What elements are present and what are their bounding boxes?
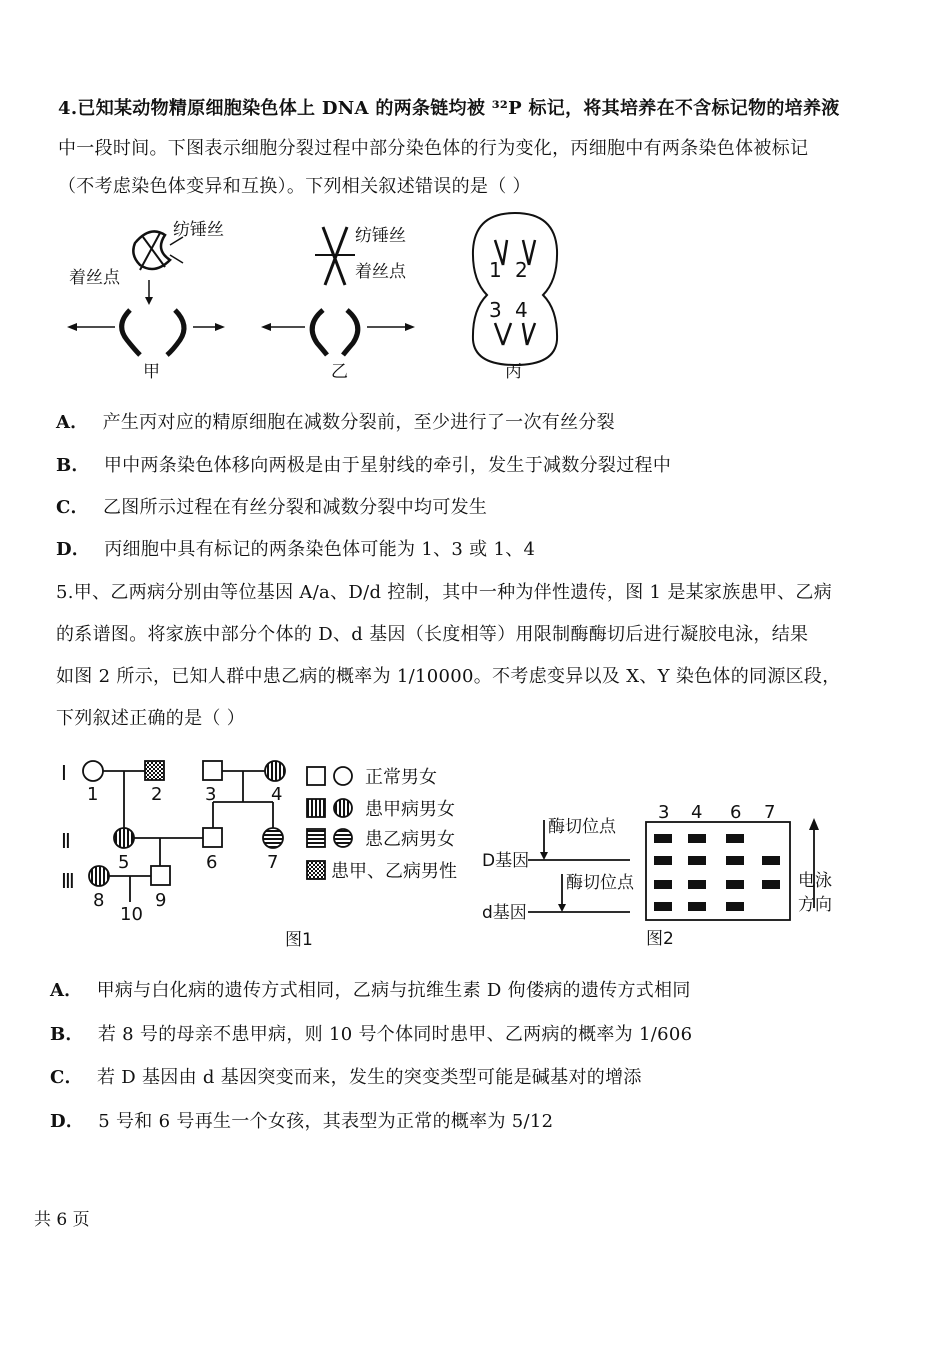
label-cell-yi: 乙 [331, 362, 348, 382]
q5-option-b-text: 若 8 号的母亲不患甲病，则 10 号个体同时患甲、乙两病的概率为 1/606 [97, 1024, 693, 1045]
band-lane4-1 [688, 834, 706, 843]
generation-III: Ⅲ [61, 869, 75, 893]
q4-option-b-letter: B． [56, 455, 90, 476]
label-spindle-1: 纺锤丝 [173, 220, 224, 240]
cell-bing-diagram [473, 213, 557, 365]
individual-4 [265, 761, 285, 781]
legend-jia-male [307, 799, 325, 817]
chrom-1: 1 [489, 258, 502, 282]
individual-9 [151, 866, 170, 885]
label-4: 4 [271, 784, 283, 805]
individual-3 [203, 761, 222, 780]
label-5: 5 [118, 852, 130, 873]
legend-yi-label: 患乙病男女 [365, 829, 455, 850]
band-lane7-1 [762, 856, 780, 865]
generation-II: Ⅱ [61, 829, 71, 853]
chrom-4: 4 [515, 298, 528, 322]
legend-jia-label: 患甲病男女 [365, 799, 455, 820]
q5-option-d-text: 5 号和 6 号再生一个女孩，其表型为正常的概率为 5/12 [98, 1111, 554, 1132]
label-1: 1 [87, 784, 99, 805]
direction-label: 电泳 [798, 871, 832, 891]
q5-option-c [50, 1063, 642, 1089]
band-lane4-3 [688, 880, 706, 889]
label-8: 8 [93, 890, 105, 911]
label-cell-jia: 甲 [143, 362, 160, 382]
legend-yi-male [307, 829, 325, 847]
label-6: 6 [206, 852, 218, 873]
band-lane4-4 [688, 902, 706, 911]
label-spindle-2: 纺锤丝 [355, 226, 406, 246]
q4-option-c-text: 乙图所示过程在有丝分裂和减数分裂中均可发生 [102, 497, 488, 518]
q5-stem-line-1: 5.甲、乙两病分别由等位基因 A/a、D/d 控制，其中一种为伴性遗传，图 1 是某家族患甲、乙病 [56, 582, 833, 603]
q4-stem-line-2: 中一段时间。下图表示细胞分裂过程中部分染色体的行为变化，丙细胞中有两条染色体被标记 [58, 138, 809, 159]
q4-option-a [56, 408, 615, 434]
q4-option-a-text: 产生丙对应的精原细胞在减数分裂前，至少进行了一次有丝分裂 [102, 412, 615, 433]
gene-D-label: D基因 [482, 851, 530, 871]
q4-option-b [56, 451, 671, 477]
band-lane6-3 [726, 880, 744, 889]
q5-option-b [50, 1020, 692, 1046]
individual-8 [89, 866, 109, 886]
label-centromere-1: 着丝点 [69, 268, 120, 288]
label-centromere-2: 着丝点 [355, 262, 406, 282]
q4-option-d [56, 535, 535, 561]
individual-7 [263, 828, 283, 848]
q5-option-c-text: 若 D 基因由 d 基因突变而来，发生的突变类型可能是碱基对的增添 [96, 1067, 642, 1088]
legend-normal-label: 正常男女 [365, 767, 437, 788]
cell-yi-diagram [261, 227, 415, 355]
band-lane7-2 [762, 880, 780, 889]
legend-both-label: 患甲、乙病男性 [331, 861, 457, 882]
q5-option-a [50, 976, 691, 1002]
q5-stem-line-2: 的系谱图。将家族中部分个体的 D、d 基因（长度相等）用限制酶酶切后进行凝胶电泳，结果 [56, 624, 809, 645]
q4-option-d-text: 丙细胞中具有标记的两条染色体可能为 1、3 或 1、4 [104, 539, 536, 560]
chrom-3: 3 [489, 298, 502, 322]
lane-4-label: 4 [691, 802, 703, 823]
legend-normal-female [334, 767, 352, 785]
label-10: 10 [120, 904, 143, 925]
legend-both-male [307, 861, 325, 879]
cut-site-label-1: 酶切位点 [548, 817, 616, 837]
q5-option-d [50, 1107, 553, 1133]
lane-3-label: 3 [658, 802, 670, 823]
q4-stem-line-3: （不考虑染色体变异和互换）。下列相关叙述错误的是（ ） [58, 176, 531, 197]
band-lane3-2 [654, 856, 672, 865]
page-footer: 共 6 页 [34, 1210, 90, 1230]
label-cell-bing: 丙 [505, 362, 522, 382]
q4-option-d-letter: D． [56, 539, 91, 560]
individual-1 [83, 761, 103, 781]
individual-6 [203, 828, 222, 847]
q5-option-c-letter: C． [50, 1067, 83, 1088]
label-3: 3 [205, 784, 217, 805]
legend-normal-male [307, 767, 325, 785]
individual-2 [145, 761, 164, 780]
electrophoresis-figure [478, 798, 848, 958]
legend-jia-female [334, 799, 352, 817]
q4-stem-line-1: 4.已知某动物精原细胞染色体上 DNA 的两条链均被 ³²P 标记，将其培养在不含标记物的培养液 [58, 98, 840, 119]
band-lane3-4 [654, 902, 672, 911]
band-lane6-4 [726, 902, 744, 911]
cell-jia-diagram [67, 231, 225, 355]
legend-yi-female [334, 829, 352, 847]
fig1-caption: 图1 [285, 930, 313, 950]
generation-I: Ⅰ [61, 761, 67, 785]
individual-5 [114, 828, 134, 848]
band-lane3-1 [654, 834, 672, 843]
q5-stem-line-3: 如图 2 所示，已知人群中患乙病的概率为 1/10000。不考虑变异以及 X、Y 染色体的同源区段， [56, 666, 841, 687]
label-9: 9 [155, 890, 167, 911]
q5-option-a-letter: A． [50, 980, 83, 1001]
q4-option-a-letter: A． [56, 412, 89, 433]
chrom-2: 2 [515, 258, 528, 282]
cut-site-label-2: 酶切位点 [566, 873, 634, 893]
lane-7-label: 7 [764, 802, 776, 823]
q4-option-c [56, 493, 487, 519]
band-lane6-1 [726, 834, 744, 843]
fig2-caption: 图2 [646, 929, 674, 949]
q5-option-d-letter: D． [50, 1111, 85, 1132]
q4-option-b-text: 甲中两条染色体移向两极是由于星射线的牵引，发生于减数分裂过程中 [103, 455, 672, 476]
pedigree-figure [55, 750, 485, 960]
band-lane4-2 [688, 856, 706, 865]
band-lane6-2 [726, 856, 744, 865]
q4-figure [55, 205, 575, 390]
q5-option-b-letter: B． [50, 1024, 84, 1045]
q5-stem-line-4: 下列叙述正确的是（ ） [56, 708, 246, 729]
band-lane3-3 [654, 880, 672, 889]
q4-option-c-letter: C． [56, 497, 89, 518]
lane-6-label: 6 [730, 802, 742, 823]
gene-d-label: d基因 [482, 903, 527, 923]
q5-option-a-text: 甲病与白化病的遗传方式相同，乙病与抗维生素 D 佝偻病的遗传方式相同 [96, 980, 691, 1001]
label-2: 2 [151, 784, 163, 805]
label-7: 7 [267, 852, 279, 873]
direction-label-2: 方向 [798, 895, 832, 915]
